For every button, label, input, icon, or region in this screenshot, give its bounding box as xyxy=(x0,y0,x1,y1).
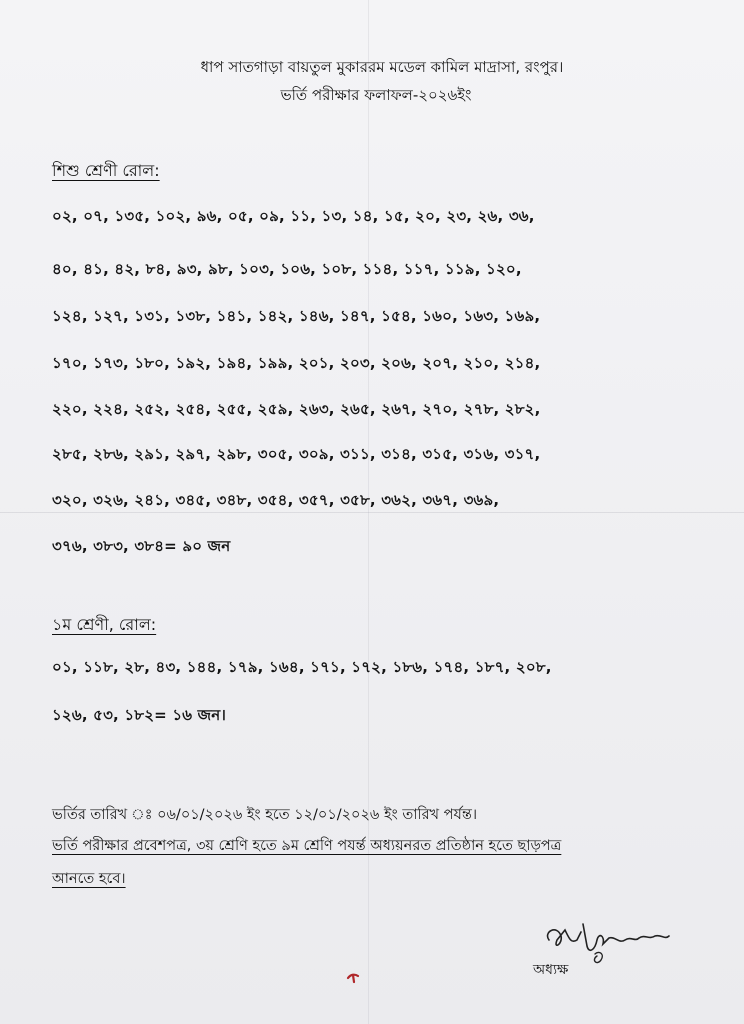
requirement-note-line-1: ভর্তি পরীক্ষার প্রবেশপত্র, ৩য় শ্রেণি হতে ৯ম শ্রেণি পযর্ন্ত অধ্যয়নরত প্রতিষ্ঠান হতে ছাড়পত্র xyxy=(52,838,562,854)
section-heading-class-one: ১ম শ্রেণী, রোল: xyxy=(52,615,157,634)
roll-list-line: ০২, ০৭, ১৩৫, ১০২, ৯৬, ০৫, ০৯, ১১, ১৩, ১৪, ১৫, ২০, ২৩, ২৬, ৩৬, xyxy=(52,207,535,225)
roll-list-total: ১২৬, ৫৩, ১৮২= ১৬ জন। xyxy=(52,706,227,724)
roll-list-line: ৪০, ৪১, ৪২, ৮৪, ৯৩, ৯৮, ১০৩, ১০৬, ১০৮, ১১৪, ১১৭, ১১৯, ১২০, xyxy=(52,260,522,278)
roll-list-line: ০১, ১১৮, ২৮, ৪৩, ১৪৪, ১৭৯, ১৬৪, ১৭১, ১৭২, ১৮৬, ১৭৪, ১৮৭, ২০৮, xyxy=(52,658,552,676)
roll-list-line: ১২৪, ১২৭, ১৩১, ১৩৮, ১৪১, ১৪২, ১৪৬, ১৪৭, ১৫৪, ১৬০, ১৬৩, ১৬৯, xyxy=(52,307,541,325)
roll-list-line: ২২০, ২২৪, ২৫২, ২৫৪, ২৫৫, ২৫৯, ২৬৩, ২৬৫, ২৬৭, ২৭০, ২৭৮, ২৮২, xyxy=(52,400,541,418)
roll-list-line: ৩২০, ৩২৬, ২৪১, ৩৪৫, ৩৪৮, ৩৫৪, ৩৫৭, ৩৫৮, ৩৬২, ৩৬৭, ৩৬৯, xyxy=(52,491,500,509)
admission-date-note: ভর্তির তারিখ ঃ ০৬/০১/২০২৬ ইং হতে ১২/০১/২০২৬ ইং তারিখ পর্যন্ত। xyxy=(52,807,478,823)
roll-list-total: ৩৭৬, ৩৮৩, ৩৮৪= ৯০ জন xyxy=(52,537,231,555)
roll-list-line: ১৭০, ১৭৩, ১৮০, ১৯২, ১৯৪, ১৯৯, ২০১, ২০৩, ২০৬, ২০৭, ২১০, ২১৪, xyxy=(52,354,541,372)
institution-name: ধাপ সাতগাড়া বায়তুল মুকাররম মডেল কামিল মাদ্রাসা, রংপুর। xyxy=(200,58,564,76)
section-heading-shishu: শিশু শ্রেণী রোল: xyxy=(52,161,160,180)
signature-title: অধ্যক্ষ xyxy=(533,962,569,978)
red-ink-mark xyxy=(346,970,362,984)
roll-list-line: ২৮৫, ২৮৬, ২৯১, ২৯৭, ২৯৮, ৩০৫, ৩০৯, ৩১১, ৩১৪, ৩১৫, ৩১৬, ৩১৭, xyxy=(52,445,541,463)
requirement-note-line-2: আনতে হবে। xyxy=(52,871,126,887)
result-title: ভর্তি পরীক্ষার ফলাফল-২০২৬ইং xyxy=(280,86,472,104)
